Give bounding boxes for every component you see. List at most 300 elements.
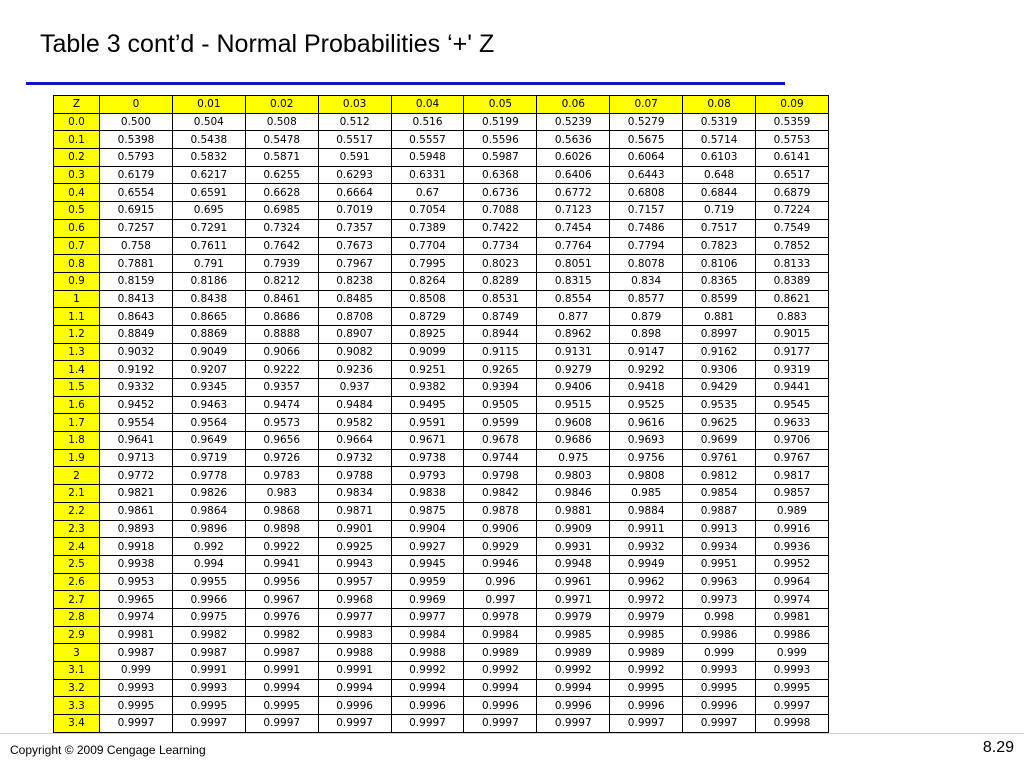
z-value-cell: 1.7: [54, 414, 100, 432]
probability-cell: 0.7764: [537, 237, 610, 255]
table-row: [54, 485, 829, 503]
table-row: [54, 715, 829, 733]
probability-cell: 0.8554: [537, 290, 610, 308]
probability-cell: 0.9857: [756, 485, 829, 503]
probability-cell: 0.8997: [683, 325, 756, 343]
probability-cell: 0.9993: [683, 662, 756, 680]
probability-cell: 0.998: [683, 608, 756, 626]
probability-cell: 0.8665: [172, 308, 245, 326]
probability-cell: 0.5675: [610, 131, 683, 149]
z-value-cell: 0.1: [54, 131, 100, 149]
probability-cell: 0.9996: [318, 697, 391, 715]
probability-cell: 0.8708: [318, 308, 391, 326]
probability-cell: 0.9969: [391, 591, 464, 609]
probability-cell: 0.9332: [100, 379, 173, 397]
probability-cell: 0.7881: [100, 255, 173, 273]
probability-cell: 0.9934: [683, 538, 756, 556]
header-cell: 0.08: [683, 96, 756, 114]
probability-cell: 0.8212: [245, 272, 318, 290]
probability-cell: 0.9946: [464, 555, 537, 573]
probability-cell: 0.989: [756, 502, 829, 520]
probability-cell: 0.6772: [537, 184, 610, 202]
probability-cell: 0.5239: [537, 113, 610, 131]
probability-cell: 0.6141: [756, 149, 829, 167]
probability-cell: 0.6736: [464, 184, 537, 202]
table-row: [54, 432, 829, 450]
probability-cell: 0.9207: [172, 361, 245, 379]
probability-cell: 0.9994: [318, 679, 391, 697]
probability-cell: 0.5398: [100, 131, 173, 149]
probability-cell: 0.877: [537, 308, 610, 326]
probability-cell: 0.9997: [172, 715, 245, 733]
probability-cell: 0.8315: [537, 272, 610, 290]
probability-cell: 0.7549: [756, 219, 829, 237]
probability-cell: 0.6331: [391, 166, 464, 184]
probability-cell: 0.879: [610, 308, 683, 326]
z-value-cell: 2.5: [54, 555, 100, 573]
z-value-cell: 2.8: [54, 608, 100, 626]
probability-cell: 0.9941: [245, 555, 318, 573]
probability-cell: 0.6217: [172, 166, 245, 184]
probability-cell: 0.7088: [464, 202, 537, 220]
probability-cell: 0.5636: [537, 131, 610, 149]
probability-cell: 0.9887: [683, 502, 756, 520]
probability-cell: 0.719: [683, 202, 756, 220]
probability-cell: 0.7852: [756, 237, 829, 255]
probability-cell: 0.9015: [756, 325, 829, 343]
probability-cell: 0.8133: [756, 255, 829, 273]
probability-cell: 0.7517: [683, 219, 756, 237]
table-row: [54, 555, 829, 573]
probability-cell: 0.9927: [391, 538, 464, 556]
probability-cell: 0.9803: [537, 467, 610, 485]
probability-cell: 0.8438: [172, 290, 245, 308]
probability-cell: 0.5793: [100, 149, 173, 167]
probability-cell: 0.9861: [100, 502, 173, 520]
probability-cell: 0.9982: [172, 626, 245, 644]
probability-cell: 0.9564: [172, 414, 245, 432]
probability-cell: 0.6517: [756, 166, 829, 184]
probability-cell: 0.881: [683, 308, 756, 326]
probability-cell: 0.6664: [318, 184, 391, 202]
probability-cell: 0.9525: [610, 396, 683, 414]
probability-cell: 0.9793: [391, 467, 464, 485]
probability-cell: 0.9906: [464, 520, 537, 538]
probability-cell: 0.9997: [537, 715, 610, 733]
header-cell: 0.04: [391, 96, 464, 114]
probability-cell: 0.9985: [537, 626, 610, 644]
page-number: 8.29: [982, 739, 1014, 756]
probability-cell: 0.5319: [683, 113, 756, 131]
probability-cell: 0.9997: [683, 715, 756, 733]
table-row: [54, 379, 829, 397]
probability-cell: 0.9854: [683, 485, 756, 503]
probability-cell: 0.997: [464, 591, 537, 609]
probability-cell: 0.7611: [172, 237, 245, 255]
header-row: [54, 96, 829, 114]
probability-cell: 0.9953: [100, 573, 173, 591]
normal-probability-table: [53, 95, 829, 733]
probability-cell: 0.9989: [610, 644, 683, 662]
table-row: [54, 573, 829, 591]
probability-cell: 0.9505: [464, 396, 537, 414]
probability-cell: 0.9545: [756, 396, 829, 414]
probability-cell: 0.9616: [610, 414, 683, 432]
probability-cell: 0.9962: [610, 573, 683, 591]
probability-cell: 0.5871: [245, 149, 318, 167]
probability-cell: 0.9992: [391, 662, 464, 680]
probability-cell: 0.834: [610, 272, 683, 290]
probability-cell: 0.9911: [610, 520, 683, 538]
table-row: [54, 166, 829, 184]
probability-cell: 0.7734: [464, 237, 537, 255]
probability-cell: 0.9671: [391, 432, 464, 450]
probability-cell: 0.9938: [100, 555, 173, 573]
probability-cell: 0.8365: [683, 272, 756, 290]
probability-cell: 0.9984: [391, 626, 464, 644]
header-cell: 0.02: [245, 96, 318, 114]
z-value-cell: 1.4: [54, 361, 100, 379]
probability-cell: 0.9968: [318, 591, 391, 609]
probability-cell: 0.9082: [318, 343, 391, 361]
probability-cell: 0.5948: [391, 149, 464, 167]
probability-cell: 0.8925: [391, 325, 464, 343]
header-cell: 0.05: [464, 96, 537, 114]
table-row: [54, 237, 829, 255]
probability-cell: 0.975: [537, 449, 610, 467]
probability-cell: 0.9967: [245, 591, 318, 609]
probability-cell: 0.9975: [172, 608, 245, 626]
probability-cell: 0.9976: [245, 608, 318, 626]
probability-cell: 0.7224: [756, 202, 829, 220]
probability-cell: 0.9977: [318, 608, 391, 626]
z-value-cell: 1.8: [54, 432, 100, 450]
z-value-cell: 3: [54, 644, 100, 662]
probability-cell: 0.9991: [318, 662, 391, 680]
probability-cell: 0.9554: [100, 414, 173, 432]
probability-cell: 0.508: [245, 113, 318, 131]
probability-cell: 0.9484: [318, 396, 391, 414]
table-row: [54, 538, 829, 556]
probability-cell: 0.8389: [756, 272, 829, 290]
probability-cell: 0.9997: [100, 715, 173, 733]
probability-cell: 0.5987: [464, 149, 537, 167]
probability-cell: 0.9996: [464, 697, 537, 715]
probability-cell: 0.9996: [537, 697, 610, 715]
z-value-cell: 2.3: [54, 520, 100, 538]
header-cell: 0.06: [537, 96, 610, 114]
probability-cell: 0.8749: [464, 308, 537, 326]
probability-cell: 0.9996: [683, 697, 756, 715]
probability-cell: 0.9966: [172, 591, 245, 609]
probability-cell: 0.7257: [100, 219, 173, 237]
probability-cell: 0.9222: [245, 361, 318, 379]
probability-cell: 0.9986: [683, 626, 756, 644]
probability-cell: 0.9991: [245, 662, 318, 680]
probability-cell: 0.5753: [756, 131, 829, 149]
z-value-cell: 2.2: [54, 502, 100, 520]
table-row: [54, 308, 829, 326]
table-body: [54, 113, 829, 732]
probability-cell: 0.9949: [610, 555, 683, 573]
probability-cell: 0.9495: [391, 396, 464, 414]
probability-cell: 0.9608: [537, 414, 610, 432]
table-row: [54, 449, 829, 467]
probability-cell: 0.9767: [756, 449, 829, 467]
probability-cell: 0.516: [391, 113, 464, 131]
probability-cell: 0.9192: [100, 361, 173, 379]
table-row: [54, 325, 829, 343]
z-value-cell: 2: [54, 467, 100, 485]
probability-cell: 0.9744: [464, 449, 537, 467]
probability-cell: 0.7486: [610, 219, 683, 237]
header-cell: 0.03: [318, 96, 391, 114]
table-header: [54, 96, 829, 114]
probability-cell: 0.9732: [318, 449, 391, 467]
table-row: [54, 644, 829, 662]
probability-cell: 0.9864: [172, 502, 245, 520]
probability-cell: 0.6985: [245, 202, 318, 220]
probability-cell: 0.9918: [100, 538, 173, 556]
probability-cell: 0.7422: [464, 219, 537, 237]
probability-cell: 0.8907: [318, 325, 391, 343]
probability-cell: 0.6443: [610, 166, 683, 184]
probability-cell: 0.9916: [756, 520, 829, 538]
probability-cell: 0.9394: [464, 379, 537, 397]
probability-cell: 0.9994: [245, 679, 318, 697]
probability-cell: 0.9756: [610, 449, 683, 467]
probability-cell: 0.9984: [464, 626, 537, 644]
probability-cell: 0.9357: [245, 379, 318, 397]
table-row: [54, 679, 829, 697]
probability-cell: 0.9973: [683, 591, 756, 609]
probability-cell: 0.9994: [391, 679, 464, 697]
probability-cell: 0.8159: [100, 272, 173, 290]
table-row: [54, 343, 829, 361]
probability-cell: 0.9032: [100, 343, 173, 361]
probability-cell: 0.9977: [391, 608, 464, 626]
probability-cell: 0.9901: [318, 520, 391, 538]
probability-cell: 0.9943: [318, 555, 391, 573]
probability-cell: 0.9997: [610, 715, 683, 733]
probability-cell: 0.512: [318, 113, 391, 131]
probability-cell: 0.8413: [100, 290, 173, 308]
probability-cell: 0.7642: [245, 237, 318, 255]
probability-cell: 0.6368: [464, 166, 537, 184]
z-value-cell: 0.8: [54, 255, 100, 273]
probability-cell: 0.8264: [391, 272, 464, 290]
probability-cell: 0.8962: [537, 325, 610, 343]
table-row: [54, 520, 829, 538]
probability-cell: 0.8485: [318, 290, 391, 308]
probability-cell: 0.9963: [683, 573, 756, 591]
probability-cell: 0.9978: [464, 608, 537, 626]
probability-cell: 0.6026: [537, 149, 610, 167]
table-row: [54, 149, 829, 167]
probability-cell: 0.9974: [100, 608, 173, 626]
table-row: [54, 414, 829, 432]
z-value-cell: 2.1: [54, 485, 100, 503]
probability-cell: 0.9989: [464, 644, 537, 662]
probability-cell: 0.9474: [245, 396, 318, 414]
z-value-cell: 3.1: [54, 662, 100, 680]
probability-cell: 0.9955: [172, 573, 245, 591]
table-row: [54, 131, 829, 149]
probability-cell: 0.8729: [391, 308, 464, 326]
probability-cell: 0.9971: [537, 591, 610, 609]
probability-cell: 0.9913: [683, 520, 756, 538]
probability-cell: 0.9535: [683, 396, 756, 414]
probability-cell: 0.5279: [610, 113, 683, 131]
probability-cell: 0.6554: [100, 184, 173, 202]
z-value-cell: 1: [54, 290, 100, 308]
probability-cell: 0.9898: [245, 520, 318, 538]
probability-cell: 0.9099: [391, 343, 464, 361]
probability-cell: 0.9871: [318, 502, 391, 520]
probability-cell: 0.9625: [683, 414, 756, 432]
probability-cell: 0.6255: [245, 166, 318, 184]
probability-cell: 0.9738: [391, 449, 464, 467]
probability-cell: 0.9418: [610, 379, 683, 397]
probability-cell: 0.9988: [391, 644, 464, 662]
probability-cell: 0.6179: [100, 166, 173, 184]
probability-cell: 0.9761: [683, 449, 756, 467]
probability-cell: 0.9896: [172, 520, 245, 538]
probability-cell: 0.9987: [245, 644, 318, 662]
probability-cell: 0.8869: [172, 325, 245, 343]
table-row: [54, 467, 829, 485]
probability-cell: 0.9382: [391, 379, 464, 397]
probability-cell: 0.9778: [172, 467, 245, 485]
probability-cell: 0.9964: [756, 573, 829, 591]
probability-cell: 0.9979: [610, 608, 683, 626]
probability-cell: 0.9929: [464, 538, 537, 556]
table-row: [54, 113, 829, 131]
probability-cell: 0.9996: [391, 697, 464, 715]
probability-cell: 0.7967: [318, 255, 391, 273]
probability-cell: 0.7357: [318, 219, 391, 237]
probability-cell: 0.9582: [318, 414, 391, 432]
probability-cell: 0.9817: [756, 467, 829, 485]
probability-cell: 0.985: [610, 485, 683, 503]
probability-cell: 0.6628: [245, 184, 318, 202]
probability-cell: 0.7704: [391, 237, 464, 255]
probability-cell: 0.8577: [610, 290, 683, 308]
probability-cell: 0.9956: [245, 573, 318, 591]
probability-cell: 0.9429: [683, 379, 756, 397]
probability-cell: 0.9656: [245, 432, 318, 450]
probability-cell: 0.9995: [756, 679, 829, 697]
probability-cell: 0.9945: [391, 555, 464, 573]
probability-cell: 0.9788: [318, 467, 391, 485]
probability-cell: 0.9319: [756, 361, 829, 379]
probability-cell: 0.999: [756, 644, 829, 662]
copyright-notice: Copyright © 2009 Cengage Learning: [10, 743, 206, 757]
probability-cell: 0.7324: [245, 219, 318, 237]
z-value-cell: 0.9: [54, 272, 100, 290]
probability-cell: 0.9463: [172, 396, 245, 414]
probability-cell: 0.9573: [245, 414, 318, 432]
probability-cell: 0.6293: [318, 166, 391, 184]
probability-cell: 0.9994: [537, 679, 610, 697]
probability-cell: 0.9147: [610, 343, 683, 361]
table-row: [54, 502, 829, 520]
probability-cell: 0.9875: [391, 502, 464, 520]
probability-cell: 0.8888: [245, 325, 318, 343]
z-value-cell: 2.6: [54, 573, 100, 591]
probability-cell: 0.9979: [537, 608, 610, 626]
probability-cell: 0.8051: [537, 255, 610, 273]
probability-cell: 0.6915: [100, 202, 173, 220]
probability-cell: 0.9699: [683, 432, 756, 450]
probability-cell: 0.9987: [172, 644, 245, 662]
probability-cell: 0.5478: [245, 131, 318, 149]
probability-cell: 0.7454: [537, 219, 610, 237]
probability-cell: 0.9993: [172, 679, 245, 697]
probability-cell: 0.9633: [756, 414, 829, 432]
probability-cell: 0.6591: [172, 184, 245, 202]
probability-cell: 0.5557: [391, 131, 464, 149]
z-value-cell: 3.4: [54, 715, 100, 733]
probability-cell: 0.7123: [537, 202, 610, 220]
probability-cell: 0.9948: [537, 555, 610, 573]
probability-cell: 0.9279: [537, 361, 610, 379]
slide-title: Table 3 cont’d - Normal Probabilities ‘+' Z: [40, 30, 495, 58]
z-value-cell: 0.0: [54, 113, 100, 131]
z-value-cell: 3.2: [54, 679, 100, 697]
probability-cell: 0.9812: [683, 467, 756, 485]
probability-cell: 0.9994: [464, 679, 537, 697]
probability-cell: 0.992: [172, 538, 245, 556]
probability-cell: 0.9345: [172, 379, 245, 397]
probability-cell: 0.9974: [756, 591, 829, 609]
probability-cell: 0.9965: [100, 591, 173, 609]
probability-cell: 0.9951: [683, 555, 756, 573]
probability-cell: 0.9678: [464, 432, 537, 450]
probability-cell: 0.5517: [318, 131, 391, 149]
z-value-cell: 0.3: [54, 166, 100, 184]
probability-cell: 0.9987: [100, 644, 173, 662]
probability-cell: 0.9961: [537, 573, 610, 591]
probability-cell: 0.9868: [245, 502, 318, 520]
probability-cell: 0.7019: [318, 202, 391, 220]
probability-cell: 0.9808: [610, 467, 683, 485]
probability-cell: 0.9783: [245, 467, 318, 485]
probability-cell: 0.7157: [610, 202, 683, 220]
probability-cell: 0.791: [172, 255, 245, 273]
probability-cell: 0.9591: [391, 414, 464, 432]
probability-cell: 0.9909: [537, 520, 610, 538]
probability-cell: 0.9693: [610, 432, 683, 450]
probability-cell: 0.9992: [610, 662, 683, 680]
probability-cell: 0.8106: [683, 255, 756, 273]
probability-cell: 0.9441: [756, 379, 829, 397]
probability-cell: 0.9236: [318, 361, 391, 379]
probability-cell: 0.9995: [100, 697, 173, 715]
probability-cell: 0.9821: [100, 485, 173, 503]
probability-cell: 0.9846: [537, 485, 610, 503]
probability-cell: 0.5714: [683, 131, 756, 149]
probability-cell: 0.9988: [318, 644, 391, 662]
probability-cell: 0.9713: [100, 449, 173, 467]
probability-cell: 0.5438: [172, 131, 245, 149]
probability-cell: 0.8531: [464, 290, 537, 308]
z-value-cell: 1.6: [54, 396, 100, 414]
z-value-cell: 2.9: [54, 626, 100, 644]
probability-cell: 0.9893: [100, 520, 173, 538]
probability-cell: 0.9959: [391, 573, 464, 591]
probability-cell: 0.9952: [756, 555, 829, 573]
